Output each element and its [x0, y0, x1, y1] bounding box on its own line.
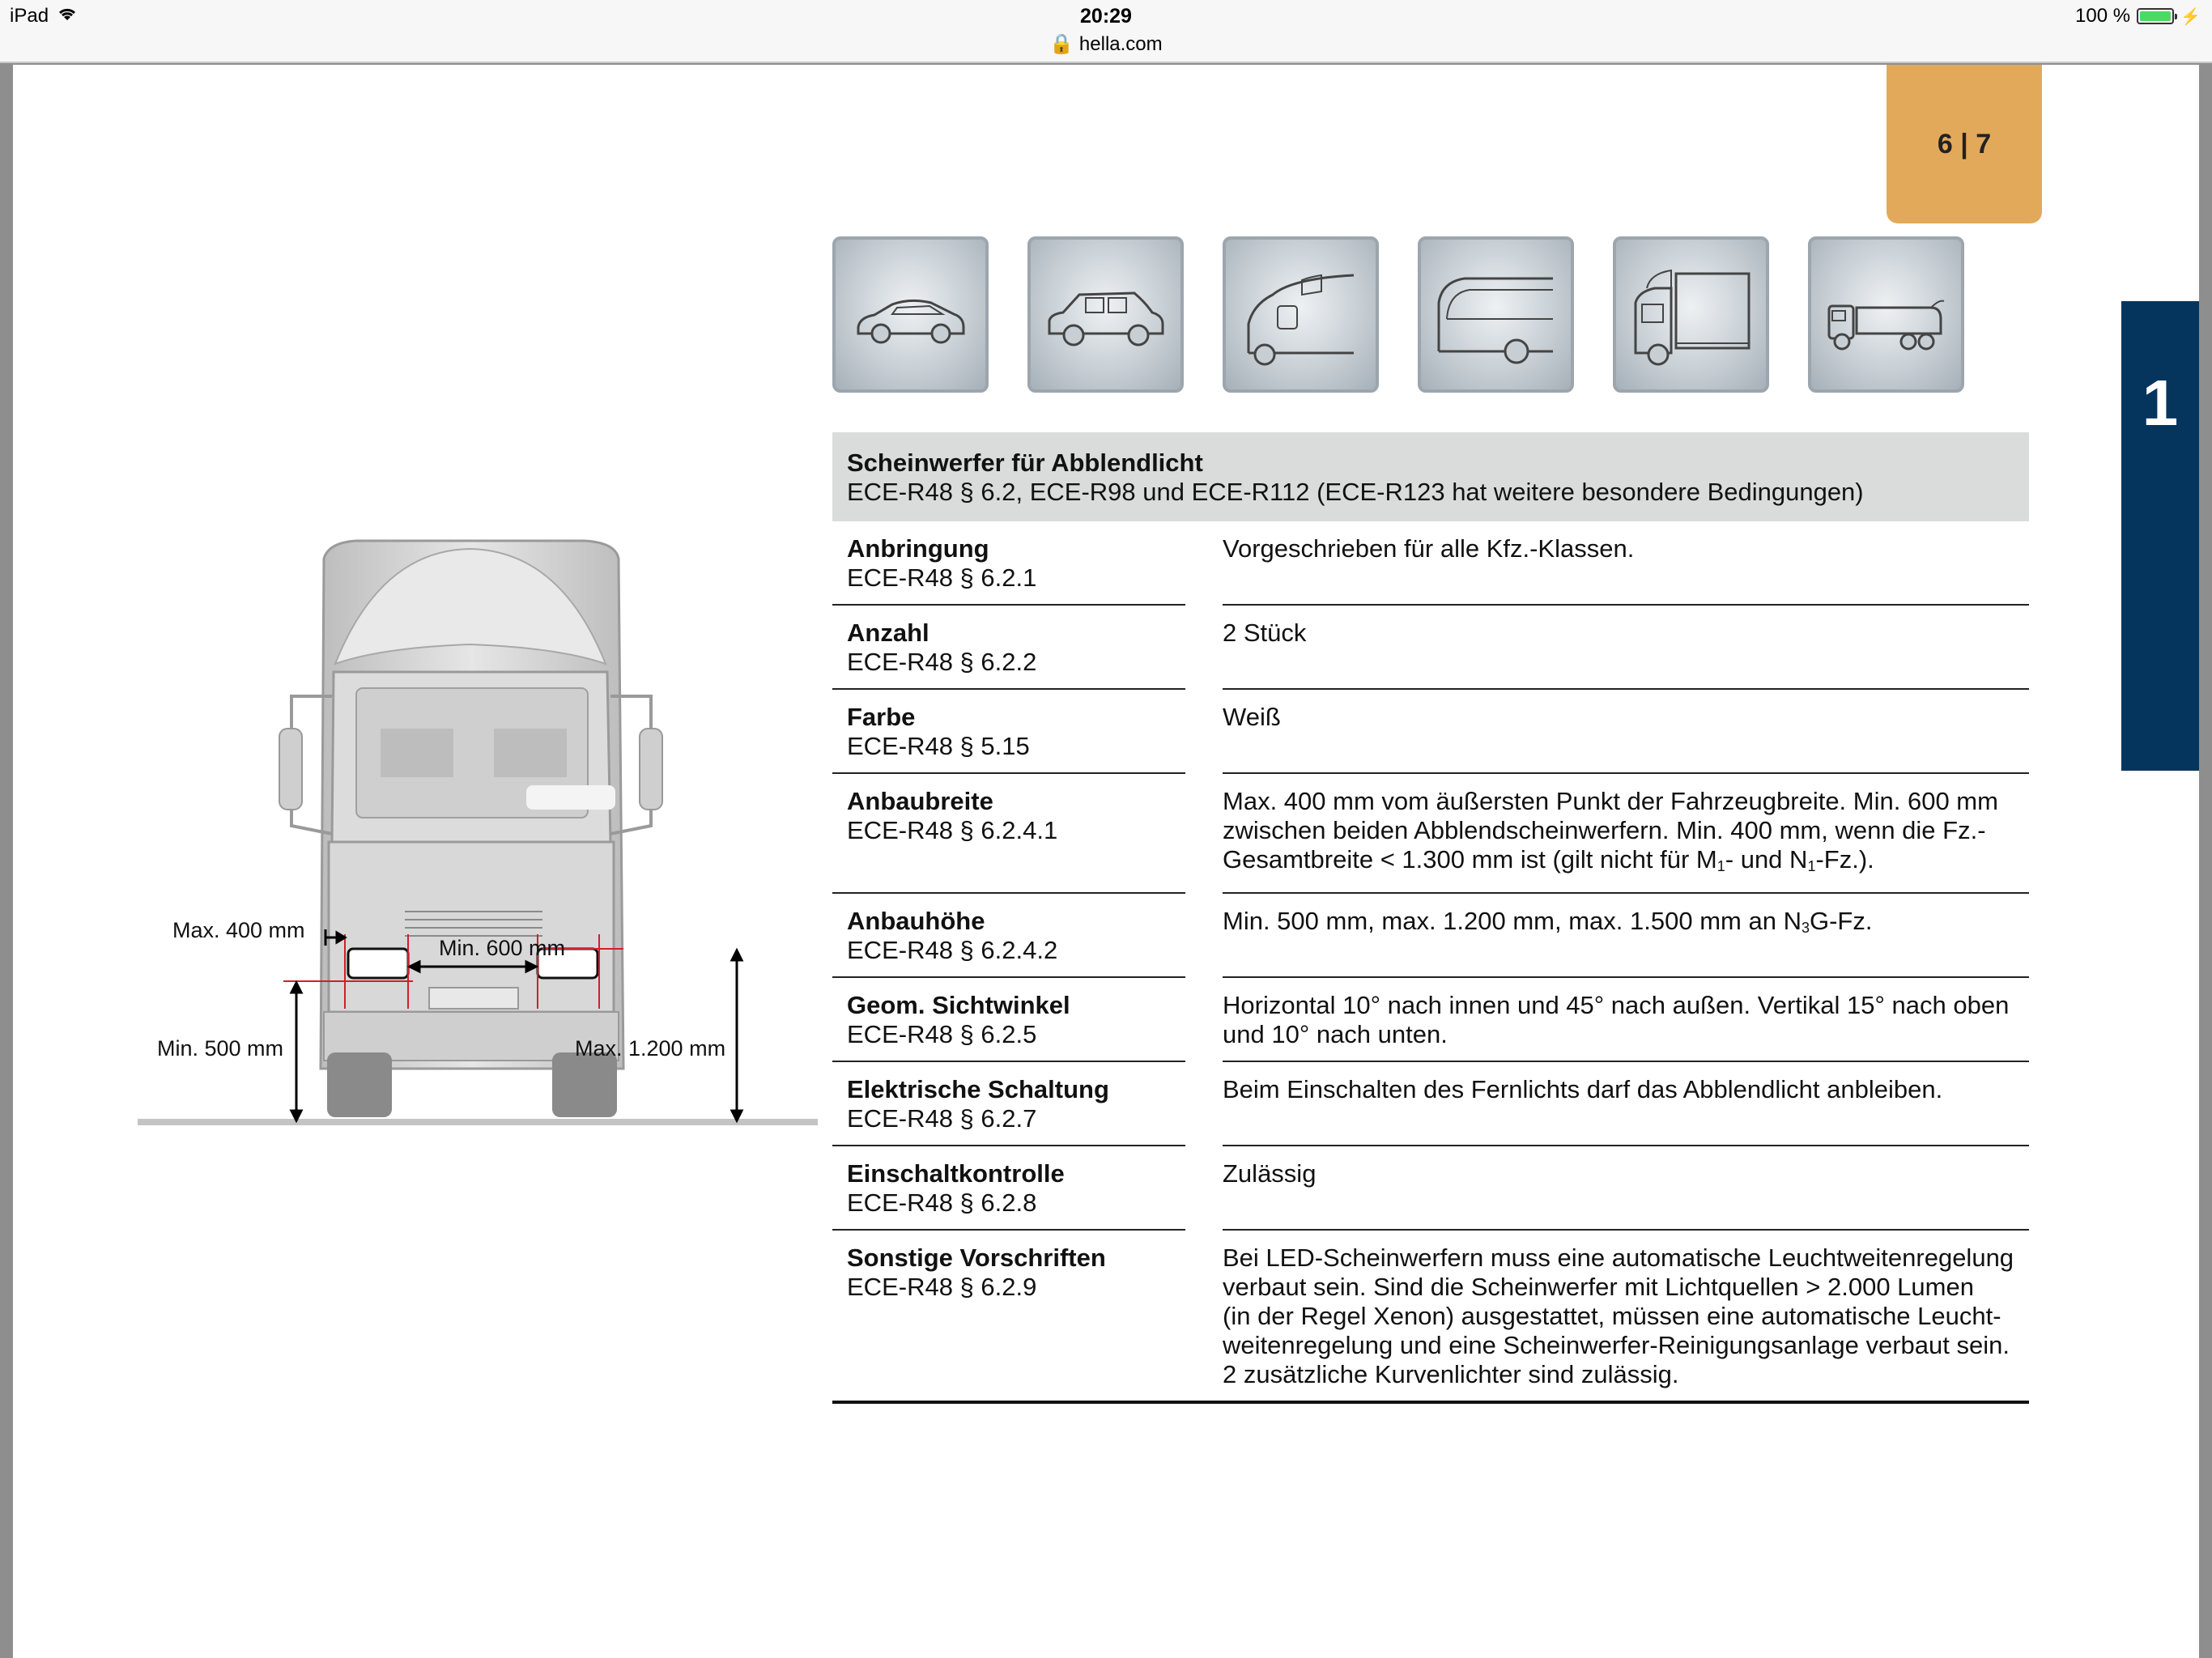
truck-headlight-diagram [138, 453, 818, 1166]
table-row [832, 521, 2029, 606]
table-row [832, 606, 2029, 690]
table-title: Scheinwerfer für Abblendlicht [847, 449, 1203, 477]
row-label [832, 521, 1185, 606]
row-name: Sonstige Vorschriften [847, 1244, 1106, 1272]
car-sedan-icon [832, 236, 989, 393]
dimension-label-max-400: Max. 400 mm [172, 918, 305, 942]
table-row [832, 1231, 2029, 1404]
row-label [832, 774, 1185, 894]
row-ref: ECE-R48 § 6.2.4.2 [847, 936, 1058, 964]
row-ref: ECE-R48 § 6.2.4.1 [847, 816, 1058, 844]
table-row [832, 1146, 2029, 1231]
row-value: Zulässig [1223, 1146, 2029, 1231]
table-row [832, 690, 2029, 774]
row-value: Weiß [1223, 690, 2029, 774]
row-ref: ECE-R48 § 6.2.2 [847, 648, 1037, 676]
value-part: -Fz.). [1815, 845, 1874, 874]
table-row [832, 978, 2029, 1062]
row-name: Anbauhöhe [847, 907, 985, 935]
row-value [1223, 894, 2029, 978]
van-icon [1223, 236, 1379, 393]
row-value: 2 Stück [1223, 606, 2029, 690]
table-row [832, 1062, 2029, 1146]
row-value: Vorgeschrieben für alle Kfz.-Klassen. [1223, 521, 2029, 606]
dimension-label-max-1200: Max. 1.200 mm [575, 1036, 726, 1061]
battery-percent: 100 % [2075, 5, 2131, 27]
row-label [832, 1146, 1185, 1231]
value-subscript: 1 [1807, 858, 1816, 874]
row-ref: ECE-R48 § 5.15 [847, 732, 1030, 760]
row-name: Farbe [847, 703, 916, 731]
value-line: Bei LED-Scheinwerfern muss eine automatische Leuchtweitenregelung [1223, 1244, 2014, 1272]
row-name: Elektrische Schaltung [847, 1075, 1109, 1103]
dimension-label-min-600: Min. 600 mm [439, 936, 566, 960]
value-line: weitenregelung und eine Scheinwerfer-Reinigungsanlage verbaut sein. [1223, 1331, 2010, 1359]
value-part: G-Fz. [1809, 907, 1873, 935]
spec-table [832, 432, 2029, 1404]
row-ref: ECE-R48 § 6.2.1 [847, 563, 1037, 592]
row-label [832, 1231, 1223, 1404]
value-part: - und N [1725, 845, 1808, 874]
clock: 20:29 [1080, 5, 1132, 28]
row-ref: ECE-R48 § 6.2.5 [847, 1020, 1037, 1048]
row-name: Geom. Sichtwinkel [847, 991, 1070, 1019]
row-ref: ECE-R48 § 6.2.7 [847, 1104, 1037, 1133]
row-label [832, 978, 1185, 1062]
row-name: Anbaubreite [847, 787, 993, 815]
row-label [832, 690, 1185, 774]
row-value [1223, 774, 2029, 894]
status-bar [0, 0, 2212, 63]
value-line: (in der Regel Xenon) ausgestattet, müssen eine automatische Leucht- [1223, 1302, 2001, 1330]
address-bar[interactable] [0, 32, 2212, 56]
chapter-tab[interactable]: 1 [2121, 301, 2199, 771]
bus-icon [1418, 236, 1574, 393]
vehicle-category-icons [832, 236, 1964, 393]
row-name: Einschaltkontrolle [847, 1159, 1065, 1188]
row-ref: ECE-R48 § 6.2.8 [847, 1188, 1037, 1217]
row-ref: ECE-R48 § 6.2.9 [847, 1273, 1037, 1301]
row-label [832, 606, 1185, 690]
table-subtitle: ECE-R48 § 6.2, ECE-R98 und ECE-R112 (ECE-R123 hat weitere besondere Bedingungen) [847, 478, 1864, 506]
row-label [832, 894, 1185, 978]
row-value [1223, 1231, 2029, 1404]
device-label: iPad [10, 5, 49, 27]
row-name: Anbringung [847, 534, 989, 563]
table-row [832, 894, 2029, 978]
value-line: verbaut sein. Sind die Scheinwerfer mit Lichtquellen > 2.000 Lumen [1223, 1273, 1974, 1301]
charging-icon: ⚡ [2180, 7, 2201, 26]
value-part: Max. 400 mm vom äußersten Punkt der Fahrzeugbreite. Min. 600 mm zwischen beiden Abblendscheinwerfern. Min. 400 mm, wenn die Fz.-Gesamtbreite < 1.300 mm ist (gilt nicht für M [1223, 787, 1998, 874]
table-header [832, 432, 2029, 521]
heavy-truck-icon [1808, 236, 1964, 393]
car-hatchback-icon [1027, 236, 1184, 393]
row-name: Anzahl [847, 619, 929, 647]
value-subscript: 1 [1716, 858, 1725, 874]
status-right [2075, 5, 2201, 28]
url-text: hella.com [1078, 33, 1163, 55]
battery-icon [2137, 8, 2174, 24]
lock-icon: 🔒 [1049, 33, 1074, 55]
table-row [832, 774, 2029, 894]
dimension-label-min-500: Min. 500 mm [157, 1036, 284, 1061]
value-subscript: 3 [1801, 920, 1810, 936]
row-value: Beim Einschalten des Fernlichts darf das Abblendlicht anbleiben. [1223, 1062, 2029, 1146]
light-truck-icon [1613, 236, 1769, 393]
row-value: Horizontal 10° nach innen und 45° nach außen. Vertikal 15° nach oben und 10° nach unten. [1223, 978, 2029, 1062]
page-number-badge: 6 | 7 [1887, 65, 2042, 223]
value-line: 2 zusätzliche Kurvenlichter sind zulässig. [1223, 1360, 1679, 1388]
value-part: Min. 500 mm, max. 1.200 mm, max. 1.500 mm an N [1223, 907, 1802, 935]
row-label [832, 1062, 1185, 1146]
